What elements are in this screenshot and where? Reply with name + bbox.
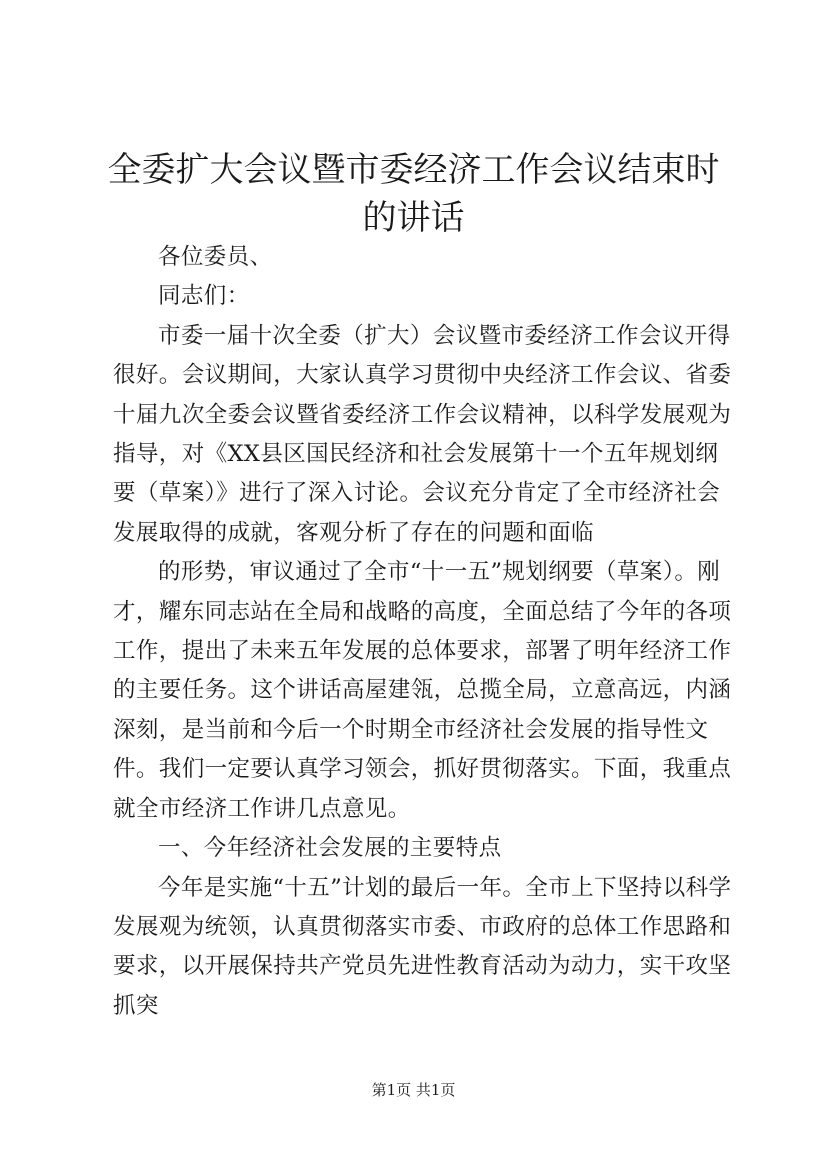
body-paragraph: 今年是实施“十五”计划的最后一年。全市上下坚持以科学发展观为统领，认真贯彻落实市委、市政府的总体工作思路和要求，以开展保持共产党员先进性教育活动为动力，实干攻坚抓突: [113, 874, 732, 1019]
document-body: [113, 238, 738, 1026]
body-paragraph: 市委一届十次全委（扩大）会议暨市委经济工作会议开得很好。会议期间，大家认真学习贯彻中央经济工作会议、省委十届九次全委会议暨省委经济工作会议精神，以科学发展观为指导，对《XX县区国民经济和社会发展第十一个五年规划纲要（草案）》进行了深入讨论。会议充分肯定了全市经济社会发展取得的成就，客观分析了存在的问题和面临: [113, 322, 732, 546]
body-paragraph: 的形势，审议通过了全市“十一五”规划纲要（草案）。刚才，耀东同志站在全局和战略的高度，全面总结了今年的各项工作，提出了未来五年发展的总体要求，部署了明年经济工作的主要任务。这个讲话高屋建瓴，总揽全局，立意高远，内涵深刻，是当前和今后一个时期全市经济社会发展的指导性文件。我们一定要认真学习领会，抓好贯彻落实。下面，我重点就全市经济工作讲几点意见。: [113, 559, 732, 822]
salutation-line-2: 同志们：: [158, 283, 250, 310]
salutation-line-1: 各位委员、: [158, 244, 273, 270]
page-footer: 第1页 共1页: [371, 1081, 456, 1099]
section-heading: 一、今年经济社会发展的主要特点: [158, 835, 502, 862]
document-title: 全委扩大会议暨市委经济工作会议结束时的讲话: [107, 150, 720, 238]
